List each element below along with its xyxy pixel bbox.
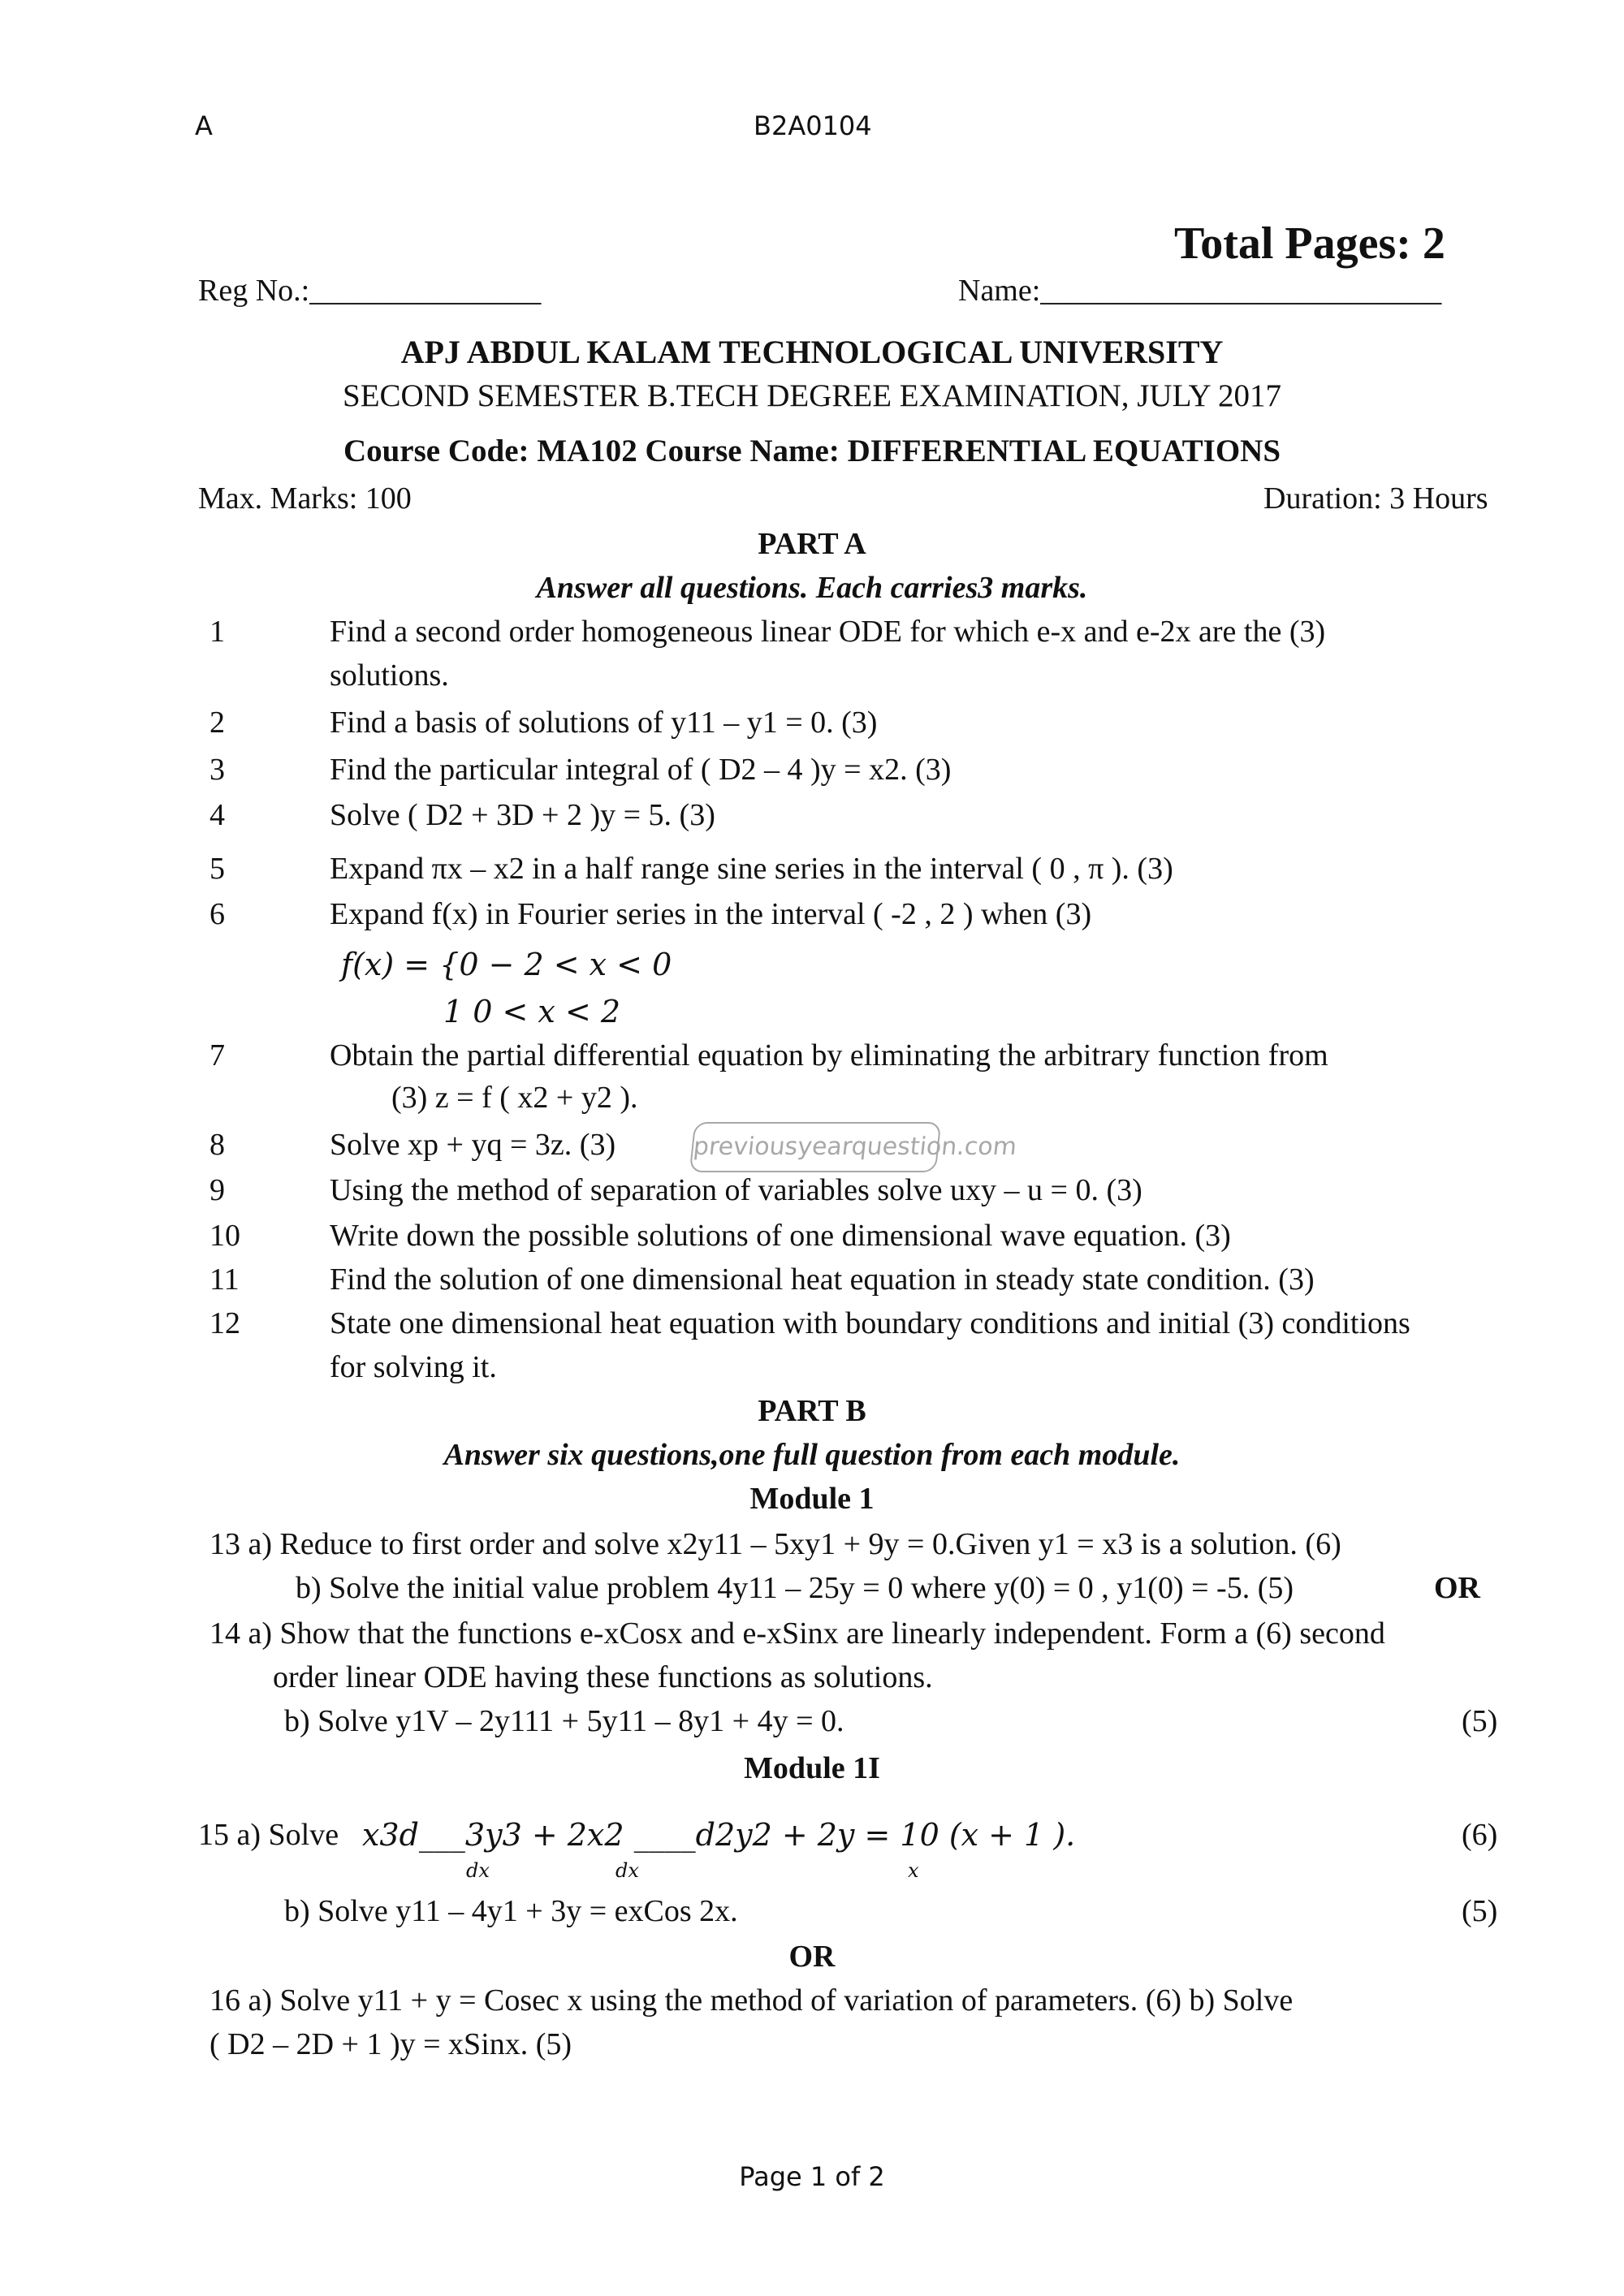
module-1-heading: Module 1 bbox=[749, 1482, 875, 1516]
q15b-text: b) Solve y11 – 4y1 + 3y = exCos 2x. bbox=[284, 1894, 738, 1928]
q11-number: 11 bbox=[209, 1262, 240, 1297]
part-b-heading: PART B bbox=[758, 1394, 866, 1428]
q15a-x: x bbox=[908, 1859, 919, 1882]
or-separator-2: OR bbox=[788, 1940, 836, 1974]
part-b-instruction: Answer six questions,one full question from each module. bbox=[443, 1438, 1181, 1472]
max-marks: Max. Marks: 100 bbox=[198, 481, 412, 516]
q10-number: 10 bbox=[209, 1219, 240, 1253]
or-separator-1: OR bbox=[1434, 1571, 1480, 1605]
q11-text: Find the solution of one dimensional heat equation in steady state condition. (3) bbox=[330, 1262, 1315, 1297]
q7-number: 7 bbox=[209, 1038, 225, 1072]
q15a-dx-2: dx bbox=[615, 1859, 639, 1882]
module-2-heading: Module 1I bbox=[744, 1751, 880, 1785]
university-name: APJ ABDUL KALAM TECHNOLOGICAL UNIVERSITY bbox=[400, 334, 1224, 370]
q6-text: Expand f(x) in Fourier series in the interval ( -2 , 2 ) when (3) bbox=[330, 897, 1092, 931]
q1-number: 1 bbox=[209, 615, 225, 649]
q3-number: 3 bbox=[209, 753, 225, 787]
q15a-expression: x3d___3y3 + 2x2 ____d2y2 + 2y = 10 (x + 1 ). bbox=[362, 1817, 1076, 1853]
q14b-text: b) Solve y1V – 2y111 + 5y11 – 8y1 + 4y = 0. bbox=[284, 1704, 844, 1738]
q13a-text: 13 a) Reduce to first order and solve x2y11 – 5xy1 + 9y = 0.Given y1 = x3 is a solution. (6) bbox=[209, 1527, 1341, 1561]
q9-text: Using the method of separation of variables solve uxy – u = 0. (3) bbox=[330, 1173, 1142, 1207]
name-field: Name:__________________________ bbox=[958, 274, 1442, 308]
q10-text: Write down the possible solutions of one dimensional wave equation. (3) bbox=[330, 1219, 1231, 1253]
total-pages: Total Pages: 2 bbox=[1174, 218, 1445, 269]
q9-number: 9 bbox=[209, 1173, 225, 1207]
q5-text: Expand πx – x2 in a half range sine series in the interval ( 0 , π ). (3) bbox=[330, 852, 1173, 886]
q12-text: State one dimensional heat equation with boundary conditions and initial (3) conditions bbox=[330, 1306, 1410, 1340]
q6-number: 6 bbox=[209, 897, 225, 931]
q8-number: 8 bbox=[209, 1128, 225, 1162]
reg-no-field: Reg No.:_______________ bbox=[198, 274, 542, 308]
q14b-marks: (5) bbox=[1462, 1704, 1498, 1738]
q2-number: 2 bbox=[209, 706, 225, 740]
watermark-logo: previousyearquestion.com bbox=[689, 1122, 942, 1172]
q14a-text-cont: order linear ODE having these functions as solutions. bbox=[273, 1660, 933, 1694]
q12-text-cont: for solving it. bbox=[330, 1350, 497, 1384]
set-label: A bbox=[195, 110, 213, 141]
course-line: Course Code: MA102 Course Name: DIFFERENTIAL EQUATIONS bbox=[343, 434, 1281, 468]
q1-text-cont: solutions. bbox=[330, 658, 449, 693]
part-a-heading: PART A bbox=[758, 527, 866, 561]
q16-text-cont: ( D2 – 2D + 1 )y = xSinx. (5) bbox=[209, 2027, 572, 2061]
q14a-text: 14 a) Show that the functions e-xCosx and e-xSinx are linearly independent. Form a (6) second bbox=[209, 1616, 1385, 1651]
q8-text: Solve xp + yq = 3z. (3) bbox=[330, 1128, 616, 1162]
q4-text: Solve ( D2 + 3D + 2 )y = 5. (3) bbox=[330, 798, 715, 832]
q7-text: Obtain the partial differential equation by eliminating the arbitrary function from bbox=[330, 1038, 1328, 1072]
paper-code: B2A0104 bbox=[754, 110, 872, 141]
q6-piece-2: 1 0 < x < 2 bbox=[443, 994, 621, 1029]
q15b-marks: (5) bbox=[1462, 1894, 1498, 1928]
q16-text: 16 a) Solve y11 + y = Cosec x using the method of variation of parameters. (6) b) Solve bbox=[209, 1983, 1294, 2018]
q4-number: 4 bbox=[209, 798, 225, 832]
q7-text-cont: (3) z = f ( x2 + y2 ). bbox=[391, 1081, 638, 1115]
duration: Duration: 3 Hours bbox=[1263, 481, 1488, 516]
q5-number: 5 bbox=[209, 852, 225, 886]
q15a-label: 15 a) Solve bbox=[198, 1818, 339, 1852]
page-footer: Page 1 of 2 bbox=[739, 2161, 885, 2192]
part-a-instruction: Answer all questions. Each carries3 marks. bbox=[536, 571, 1088, 605]
q1-text: Find a second order homogeneous linear ODE for which e-x and e-2x are the (3) bbox=[330, 615, 1326, 649]
q13b-text: b) Solve the initial value problem 4y11 – 25y = 0 where y(0) = 0 , y1(0) = -5. (5) bbox=[296, 1571, 1294, 1605]
exam-title: SECOND SEMESTER B.TECH DEGREE EXAMINATION, JULY 2017 bbox=[343, 378, 1281, 413]
q15a-dx-1: dx bbox=[466, 1859, 490, 1882]
q15a-marks: (6) bbox=[1462, 1818, 1498, 1852]
q2-text: Find a basis of solutions of y11 – y1 = 0. (3) bbox=[330, 706, 878, 740]
q3-text: Find the particular integral of ( D2 – 4 )y = x2. (3) bbox=[330, 753, 952, 787]
q12-number: 12 bbox=[209, 1306, 240, 1340]
q6-piece-1: f(x) = {0 − 2 < x < 0 bbox=[341, 947, 672, 982]
